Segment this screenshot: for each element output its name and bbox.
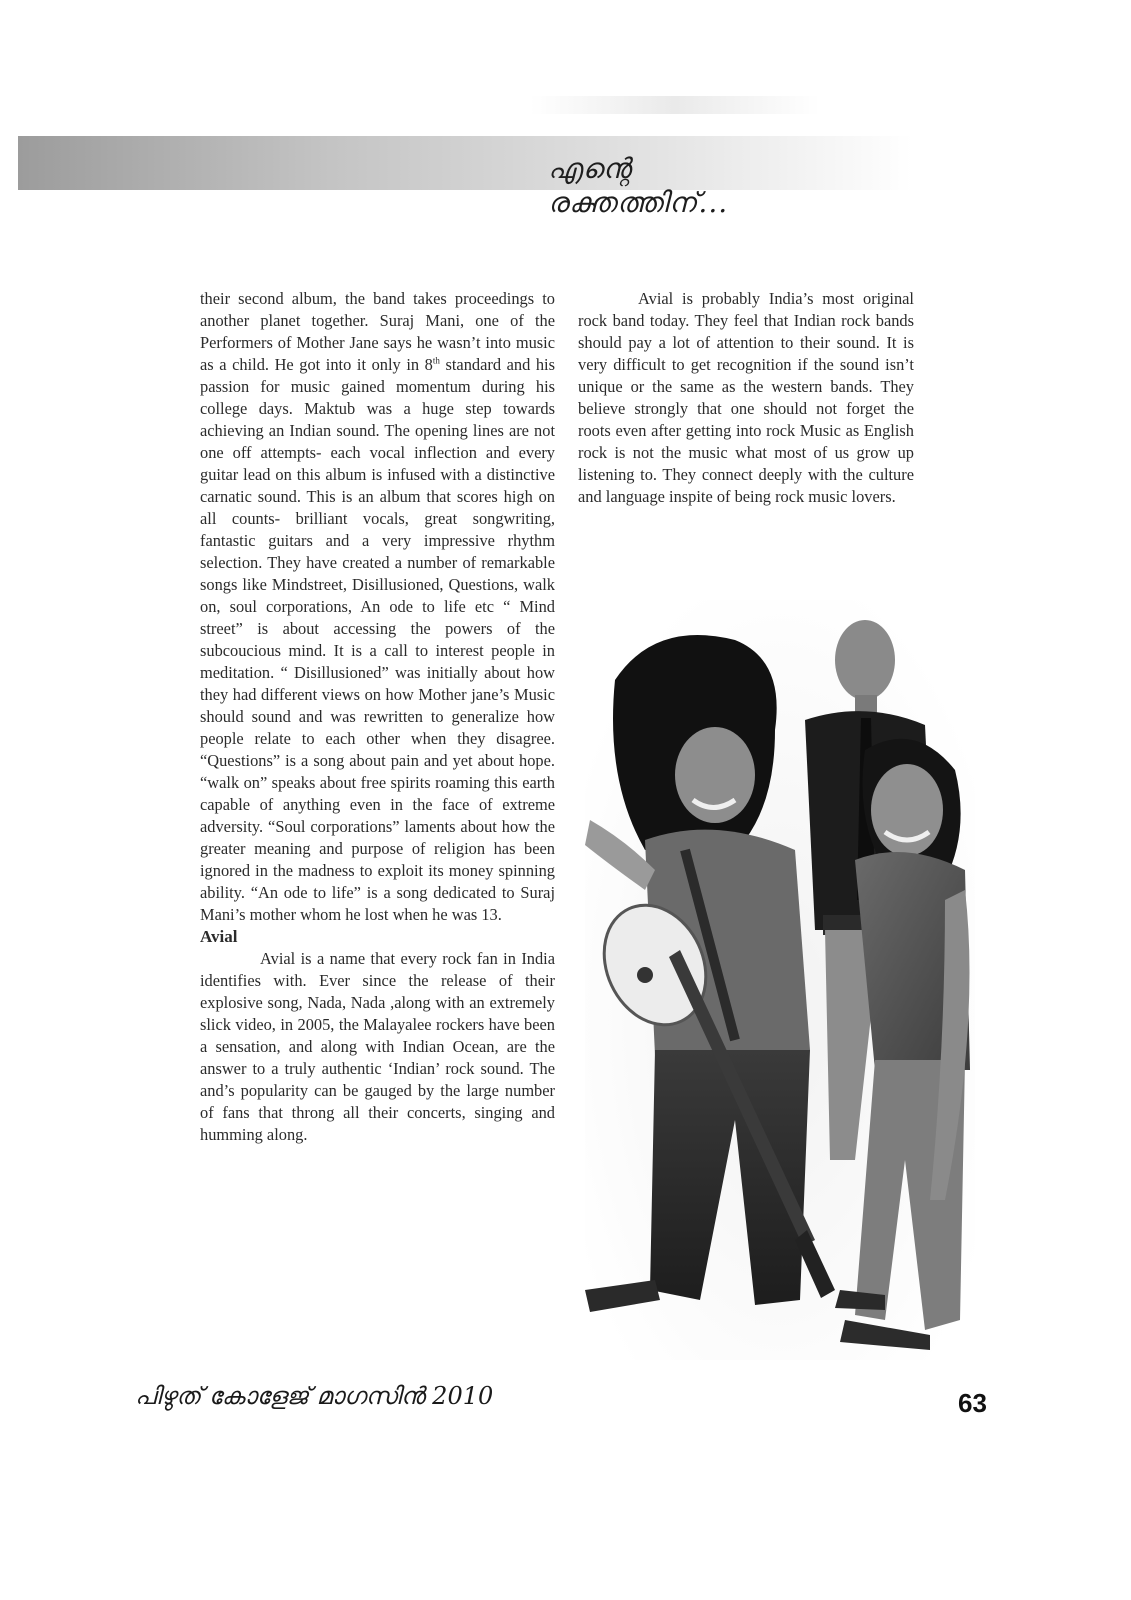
superscript: th xyxy=(432,355,440,366)
page-number: 63 xyxy=(958,1388,987,1418)
magazine-title: പിഴുത് കോളേജ് മാഗസിൻ 2010 xyxy=(135,1382,494,1410)
band-photo xyxy=(585,600,975,1360)
article-paragraph xyxy=(200,288,555,926)
article-column-left xyxy=(200,288,555,1146)
paragraph-text: their second album, the band takes proceedings to another planet together. Suraj Mani, one of the Performers of Mother Jane says he wasn’t into music as a child. He got into it only in 8 xyxy=(200,289,555,374)
article-column-right xyxy=(578,288,914,508)
subheading-avial: Avial xyxy=(200,927,238,946)
section-title: എന്റെ രക്തത്തിന്... xyxy=(548,152,729,219)
faded-header-ghost xyxy=(530,96,820,114)
article-paragraph: Avial is a name that every rock fan in India identifies with. Ever since the release of their explosive song, Nada, Nada ,along with an extremely slick video, in 2005, the Malayalee rockers have been a sensation, and along with Indian Ocean, are the answer to a truly authentic ‘Indian’ rock sound. The and’s popularity can be gauged by the large number of fans that throng all their concerts, singing and humming along. xyxy=(200,949,555,1144)
article-paragraph: Avial is probably India’s most original rock band today. They feel that Indian rock bands should pay a lot of attention to their sound. It is very difficult to get recognition if the sound isn’t unique or the same as the western bands. They believe strongly that one should not forget the roots even after getting into rock Music as English rock is not the music what most of us grow up listening to. They connect deeply with the culture and language inspite of being rock music lovers. xyxy=(578,289,914,506)
paragraph-text-continued: standard and his passion for music gained momentum during his college days. Maktub was a huge step towards achieving an Indian sound. The opening lines are not one off attempts- each vocal inflection and every guitar lead on this album is infused with a distinctive carnatic sound. This is an album that scores high on all counts- brilliant vocals, great songwriting, fantastic guitars and a very impressive rhythm selection. They have created a number of remarkable songs like Mindstreet, Disillusioned, Questions, walk on, soul corporations, An ode to life etc “ Mind street” is about accessing the powers of the subcoucious mind. It is a call to interest people in meditation. “ Disillusioned” was initially about how they had different views on how Mother jane’s Music should sound and was rewritten to generalize how people relate to each other when they disagree. “Questions” is a song about pain and yet about hope. “walk on” speaks about free spirits roaming this earth capable of anything even in the face of extreme adversity. “Soul corporations” laments about how the greater meaning and purpose of religion has been ignored in the madness to exploit its money spinning ability. “An ode to life” is a song dedicated to Suraj Mani’s mother whom he lost when he was 13. xyxy=(200,355,555,924)
